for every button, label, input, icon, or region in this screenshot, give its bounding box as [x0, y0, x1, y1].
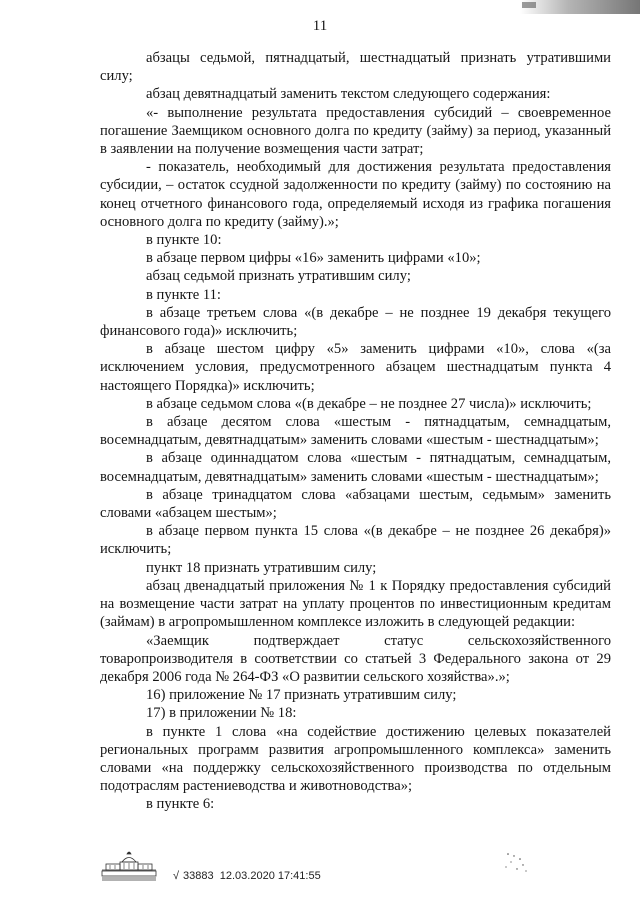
paragraph-21: в пункте 1 слова «на содействие достижению целевых показателей региональных программ развития агропромышленного комплекса» заменить словами «на поддержку сельскохозяйственного производства по отдельным подотраслям растениеводства и животноводства»; [100, 723, 611, 795]
paragraph-5: в пункте 10: [146, 232, 222, 249]
paragraph-22: в пункте 6: [146, 796, 215, 813]
paragraph-10: в абзаце шестом цифру «5» заменить цифрами «10», слова «(за исключением условия, предусмотренного абзацем шестнадцатым пункта 4 настоящего Порядка)» исключить; [100, 341, 611, 394]
paragraph-2: абзац девятнадцатый заменить текстом следующего содержания: [146, 86, 551, 103]
paragraph-12: в абзаце десятом слова «шестым - пятнадцатым, семнадцатым, восемнадцатым, девятнадцатым» заменить словами «шестым - шестнадцатым»; [100, 414, 611, 449]
paragraph-11: в абзаце седьмом слова «(в декабре – не позднее 27 числа)» исключить; [146, 395, 592, 412]
paragraph-9: в абзаце третьем слова «(в декабре – не позднее 19 декабря текущего финансового года)» исключить; [100, 304, 611, 340]
paragraph-15: в абзаце первом пункта 15 слова «(в декабре – не позднее 26 декабря)» исключить; [100, 523, 611, 558]
paragraph-1: абзацы седьмой, пятнадцатый, шестнадцатый признать утратившими силу; [100, 50, 611, 85]
page-number: 11 [312, 18, 328, 34]
document-footer [100, 850, 620, 890]
paragraph-6: в абзаце первом цифры «16» заменить цифрами «10»; [146, 250, 481, 267]
paragraph-16: пункт 18 признать утратившим силу; [146, 559, 377, 576]
paragraph-18: «Заемщик подтверждает статус сельскохозяйственного товаропроизводителя в соответствии со статьей 3 Федерального закона от 29 декабря 2006 года № 264-ФЗ «О развитии сельского хозяйства».»; [100, 632, 611, 685]
paragraph-13: в абзаце одиннадцатом слова «шестым - пятнадцатым, семнадцатым, восемнадцатым, девятнадцатым» заменить словами «шестым - шестнадцатым»; [100, 450, 611, 485]
document-body [100, 49, 611, 814]
paragraph-3: «- выполнение результата предоставления субсидий – своевременное погашение Заемщиком основного долга по кредиту (займу) за период, указанный в заявлении на получение возмещения части затрат; [100, 104, 611, 158]
paragraph-8: в пункте 11: [146, 286, 221, 303]
stamp-mark-icon: √ [173, 870, 180, 882]
building-emblem-icon [100, 850, 158, 882]
stamp-datetime: 12.03.2020 17:41:55 [219, 870, 321, 882]
paragraph-14: в абзаце тринадцатом слова «абзацами шестым, седьмым» заменить словами «абзацем шестым»; [100, 486, 611, 522]
scan-edge-mark [520, 0, 640, 14]
paragraph-4: - показатель, необходимый для достижения результата предоставления субсидии, – остаток ссудной задолженности по кредиту (займу) по состоянию на конец отчетного финансового года, определяемый исходя из графика погашения основного долга по кредиту (займу).»; [100, 159, 611, 230]
paragraph-19: 16) приложение № 17 признать утратившим силу; [146, 687, 457, 704]
paragraph-7: абзац седьмой признать утратившим силу; [146, 268, 411, 285]
paragraph-17: абзац двенадцатый приложения № 1 к Порядку предоставления субсидий на возмещение части затрат на уплату процентов по инвестиционным кредитам (займам) в агропромышленном комплексе изложить в следующей редакции: [100, 577, 611, 631]
stamp-doc-number: 33883 [183, 870, 214, 882]
scan-specks [500, 850, 530, 880]
registration-stamp [173, 870, 321, 882]
paragraph-20: 17) в приложении № 18: [146, 705, 297, 722]
